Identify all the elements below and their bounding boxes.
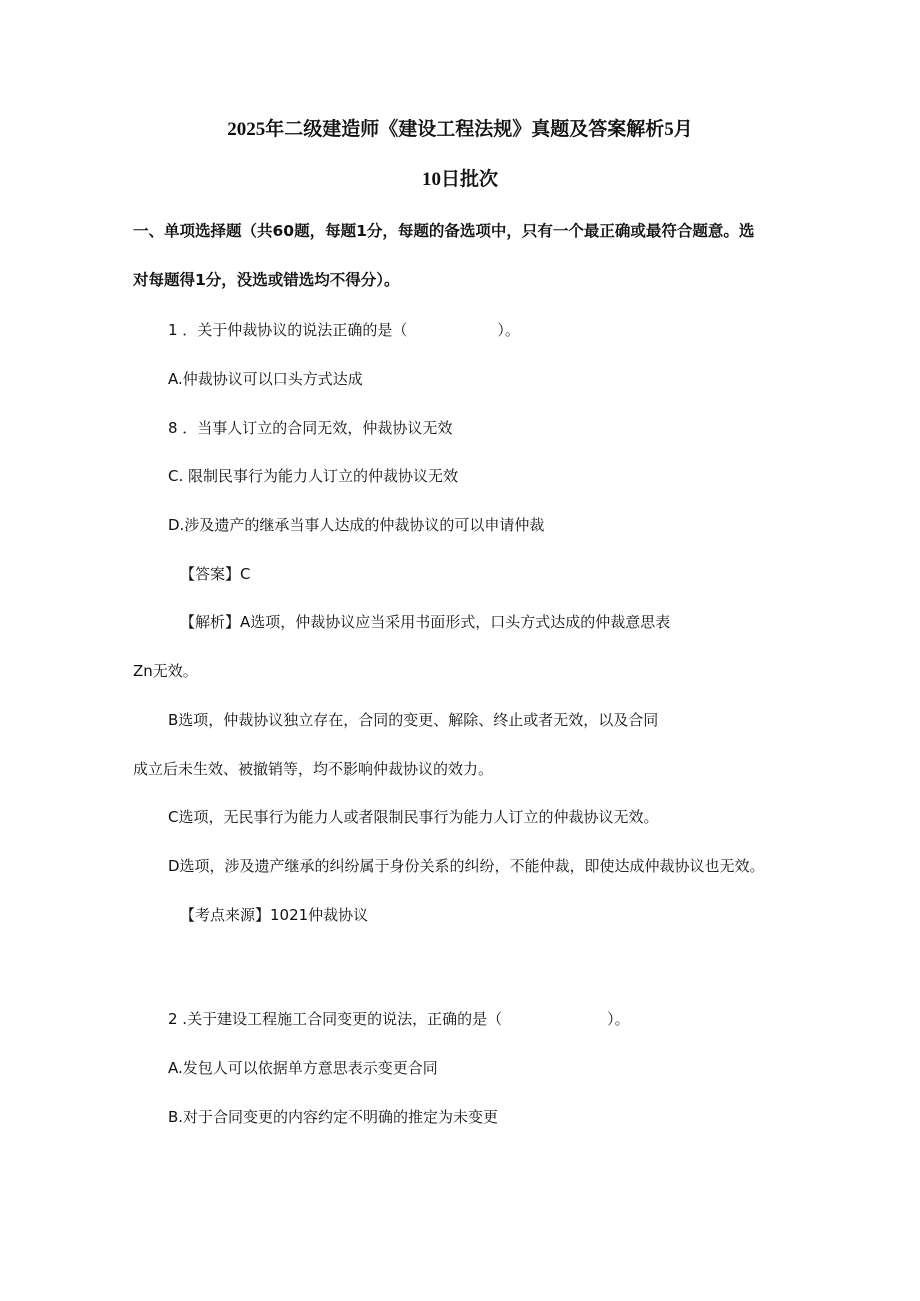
question-1-analysis-line1: 【解析】A选项，仲裁协议应当采用书面形式，口头方式达成的仲裁意思表 [180,613,671,631]
question-2-option-a: A.发包人可以依据单方意思表示变更合同 [168,1059,438,1077]
question-1-stem: 1 ．关于仲裁协议的说法正确的是（ ）。 [168,321,520,339]
doc-title-line1: 2025年二级建造师《建设工程法规》真题及答案解析5月 [227,119,693,140]
section-heading-line1: 一、单项选择题（共60题，每题1分，每题的备选项中，只有一个最正确或最符合题意。选 [133,222,755,240]
question-1-option-b: 8 ．当事人订立的合同无效，仲裁协议无效 [168,419,453,437]
question-1-option-d: D.涉及遗产的继承当事人达成的仲裁协议的可以申请仲裁 [168,516,545,534]
section-heading-line2: 对每题得1分，没选或错选均不得分）。 [133,271,400,289]
question-1-answer: 【答案】C [180,565,251,583]
question-1-analysis-line4: 成立后未生效、被撤销等，均不影响仲裁协议的效力。 [133,760,494,778]
question-1-source: 【考点来源】1021仲裁协议 [180,906,369,924]
question-1-analysis-line5: C选项，无民事行为能力人或者限制民事行为能力人订立的仲裁协议无效。 [168,808,659,826]
question-1-analysis-line2: Zn无效。 [133,662,198,680]
question-1-option-c: C. 限制民事行为能力人订立的仲裁协议无效 [168,467,459,485]
question-1-analysis-line3: B选项，仲裁协议独立存在，合同的变更、解除、终止或者无效，以及合同 [168,711,659,729]
question-1-option-a: A.仲裁协议可以口头方式达成 [168,370,363,388]
question-2-stem: 2 .关于建设工程施工合同变更的说法，正确的是（ ）。 [168,1010,630,1028]
question-2-option-b: B.对于合同变更的内容约定不明确的推定为未变更 [168,1108,499,1126]
question-1-analysis-line6: D选项，涉及遗产继承的纠纷属于身份关系的纠纷，不能仲裁，即使达成仲裁协议也无效。 [168,857,765,875]
doc-title-line2: 10日批次 [421,169,498,190]
